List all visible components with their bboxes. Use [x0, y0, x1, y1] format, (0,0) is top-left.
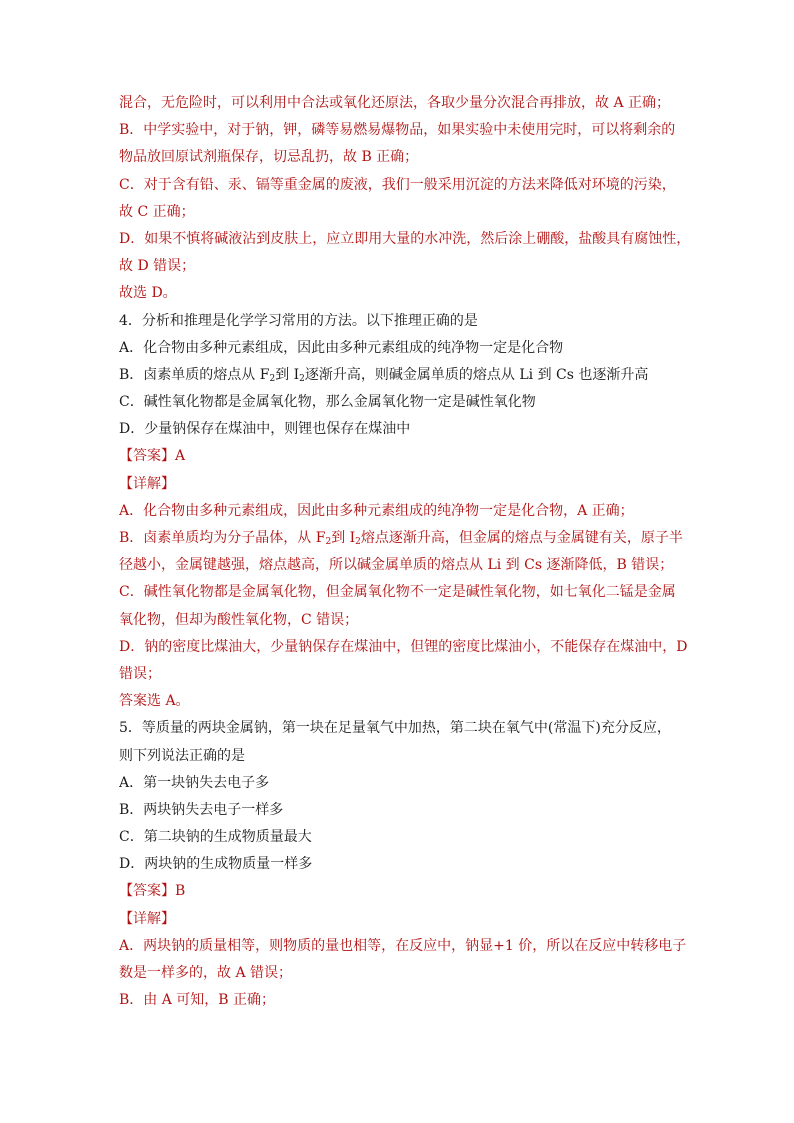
text-segment: 熔点逐渐升高，但金属的熔点与金属键有关，原子半 — [360, 530, 683, 546]
text-segment: 到 I — [331, 530, 356, 546]
text-line: 【答案】A — [119, 448, 186, 465]
text-segment: B．卤素单质均为分子晶体，从 F — [119, 530, 326, 546]
text-line: C．碱性氧化物都是金属氧化物，但金属氧化物不一定是碱性氧化物，如七氧化二锰是金属 — [119, 584, 676, 601]
text-line: 【答案】B — [119, 883, 186, 900]
text-line: D．如果不慎将碱液沾到皮肤上，应立即用大量的水冲洗，然后涂上硼酸，盐酸具有腐蚀性， — [119, 230, 691, 247]
text-line: D．少量钠保存在煤油中，则锂也保存在煤油中 — [119, 421, 411, 438]
text-line: A．化合物由多种元素组成，因此由多种元素组成的纯净物一定是化合物，A 正确； — [119, 502, 634, 519]
text-line: B．由 A 可知，B 正确； — [119, 992, 276, 1009]
text-line: 4．分析和推理是化学学习常用的方法。以下推理正确的是 — [119, 312, 478, 329]
text-line: 径越小，金属键越强，熔点越高，所以碱金属单质的熔点从 Li 到 Cs 逐渐降低，B 错误； — [119, 557, 674, 574]
text-line: 故 C 正确； — [119, 203, 195, 220]
subscript: 2 — [325, 537, 332, 547]
text-line: A．第一块钠失去电子多 — [119, 774, 270, 791]
text-line: 5．等质量的两块金属钠，第一块在足量氧气中加热，第二块在氧气中(常温下)充分反应， — [119, 720, 671, 737]
text-line: 错误； — [119, 665, 161, 682]
text-segment: 逐渐升高，则碱金属单质的熔点从 Li 到 Cs 也逐渐升高 — [304, 366, 649, 383]
text-line: C．第二块钠的生成物质量最大 — [119, 829, 312, 846]
text-line: D．两块钠的生成物质量一样多 — [119, 856, 313, 873]
subscript: 2 — [299, 373, 305, 384]
text-line: 故选 D。 — [119, 285, 177, 302]
text-line: 故 D 错误； — [119, 258, 196, 275]
text-segment: 到 I — [275, 366, 300, 383]
text-line: B．两块钠失去电子一样多 — [119, 801, 284, 818]
text-line — [119, 362, 699, 389]
subscript: 2 — [355, 537, 361, 547]
text-line: 物品放回原试剂瓶保存，切忌乱扔，故 B 正确； — [119, 149, 419, 166]
text-segment: B．卤素单质的熔点从 F — [119, 366, 270, 383]
text-line: A．化合物由多种元素组成，因此由多种元素组成的纯净物一定是化合物 — [119, 339, 564, 356]
text-line: D．钠的密度比煤油大，少量钠保存在煤油中，但锂的密度比煤油小，不能保存在煤油中，D — [119, 638, 688, 655]
text-line: A．两块钠的质量相等，则物质的量也相等，在反应中，钠显+1 价，所以在反应中转移电子 — [119, 937, 687, 954]
subscript: 2 — [269, 373, 276, 384]
document-page — [119, 90, 699, 1014]
text-line: 混合，无危险时，可以利用中合法或氧化还原法，各取少量分次混合再排放，故 A 正确； — [119, 95, 671, 111]
text-line: 【详解】 — [119, 475, 175, 492]
text-line: 则下列说法正确的是 — [119, 747, 245, 764]
text-line — [119, 525, 699, 552]
text-line: C．对于含有铅、汞、镉等重金属的废液，我们一般采用沉淀的方法来降低对环境的污染， — [119, 176, 676, 193]
text-line: 答案选 A。 — [119, 693, 190, 710]
text-line: 氧化物，但却为酸性氧化物，C 错误； — [119, 611, 359, 628]
text-line: 【详解】 — [119, 910, 175, 927]
text-line: 数是一样多的，故 A 错误； — [119, 965, 293, 981]
text-line: B．中学实验中，对于钠，钾，磷等易燃易爆物品，如果实验中未使用完时，可以将剩余的 — [119, 122, 676, 139]
text-line: C．碱性氧化物都是金属氧化物，那么金属氧化物一定是碱性氧化物 — [119, 394, 536, 411]
